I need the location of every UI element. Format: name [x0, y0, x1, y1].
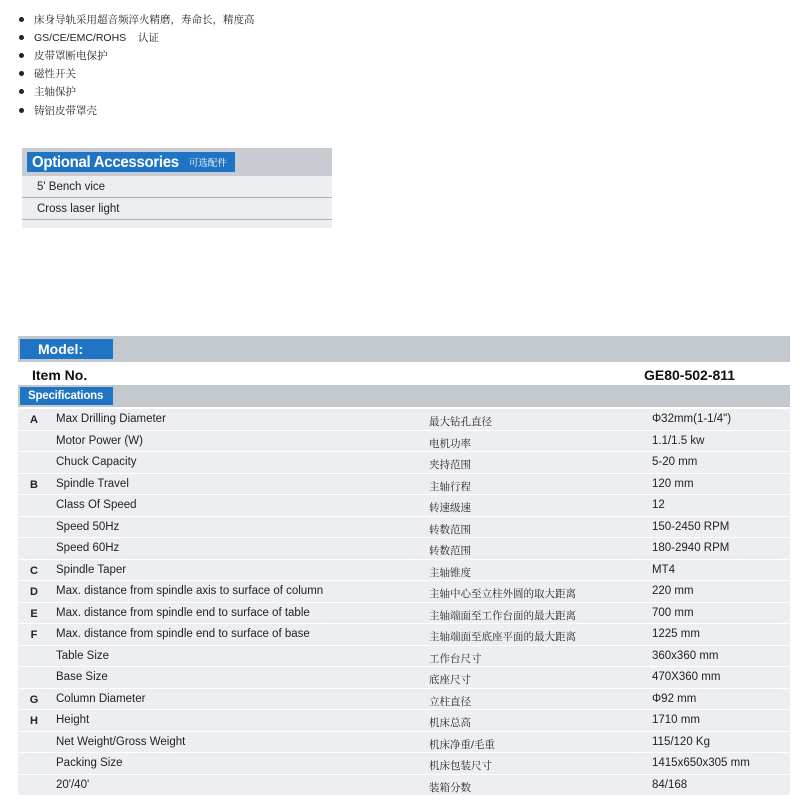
spec-name-en: Height: [56, 714, 90, 726]
feature-text: GS/CE/EMC/ROHS 认证: [34, 31, 159, 44]
table-row: [18, 667, 790, 689]
row-letter: A: [30, 414, 38, 426]
table-row: [18, 538, 790, 560]
feature-item: [18, 28, 418, 46]
spec-name-cn: 主轴行程: [429, 480, 471, 493]
spec-name-en: Motor Power (W): [56, 434, 143, 447]
spec-value: 1.1/1.5 kw: [652, 434, 705, 447]
accessory-item: Cross laser light: [22, 198, 332, 220]
row-letter: D: [30, 586, 38, 598]
table-row: [18, 775, 790, 797]
spec-value: 1710 mm: [652, 714, 700, 726]
spec-value: Φ32mm(1-1/4"): [652, 413, 732, 425]
spec-name-cn: 转速级速: [429, 502, 471, 514]
row-letter: G: [29, 693, 39, 706]
spec-name-en: Class Of Speed: [56, 499, 137, 511]
feature-item: [18, 65, 418, 83]
spec-name-cn: 电机功率: [429, 437, 471, 450]
bullet-icon: [19, 53, 24, 58]
optional-accessories-box: [22, 148, 332, 228]
spec-name-en: Max. distance from spindle axis to surface of column: [56, 585, 324, 597]
table-row: [18, 474, 790, 496]
spec-value: 1415x650x305 mm: [652, 757, 750, 769]
row-letter: H: [30, 715, 38, 727]
table-row: [18, 603, 790, 625]
spec-name-en: Table Size: [56, 649, 110, 662]
spec-name-cn: 底座尺寸: [429, 674, 471, 686]
spec-name-cn: 机床总高: [429, 717, 471, 729]
table-row: [18, 517, 790, 539]
spec-name-en: Net Weight/Gross Weight: [56, 735, 186, 748]
spec-name-en: Speed 50Hz: [56, 520, 120, 533]
table-row: [18, 732, 790, 754]
spec-name-cn: 主轴锥度: [429, 566, 471, 579]
table-row: [18, 560, 790, 582]
spec-value: 220 mm: [652, 585, 694, 597]
optional-accessories-title: Optional Accessories: [32, 153, 179, 171]
spec-value: 120 mm: [652, 477, 694, 490]
accessory-item: 5' Bench vice: [22, 176, 332, 198]
table-row: [18, 495, 790, 517]
spec-name-cn: 转数范围: [429, 523, 471, 536]
bullet-icon: [19, 71, 24, 76]
spec-value: 150-2450 RPM: [652, 520, 730, 533]
spec-value: 1225 mm: [652, 628, 700, 640]
feature-list: [18, 10, 418, 119]
table-row: [18, 646, 790, 668]
spec-name-en: Max. distance from spindle end to surface of table: [56, 606, 310, 619]
spec-name-en: Base Size: [56, 671, 108, 683]
feature-item: [18, 101, 418, 119]
spec-name-cn: 机床包装尺寸: [429, 760, 492, 772]
specifications-header: [18, 385, 790, 407]
spec-name-cn: 主轴端面至工作台面的最大距离: [429, 609, 576, 622]
spec-value: 115/120 Kg: [652, 735, 710, 748]
spec-value: 12: [652, 499, 665, 511]
model-header: [18, 336, 790, 362]
spec-name-en: Column Diameter: [56, 692, 146, 705]
spec-name-cn: 最大钻孔直径: [429, 416, 492, 428]
spec-value: 470X360 mm: [652, 671, 721, 683]
spec-name-en: Speed 60Hz: [56, 542, 120, 554]
feature-item: [18, 83, 418, 101]
spec-value: 700 mm: [652, 606, 694, 619]
item-number-value: GE80-502-811: [644, 367, 736, 383]
item-number-row: [18, 364, 790, 385]
spec-name-en: Spindle Taper: [56, 563, 127, 576]
spec-name-cn: 立柱直径: [429, 695, 471, 708]
feature-text: 皮带罩断电保护: [34, 49, 108, 62]
bullet-icon: [19, 17, 24, 22]
spec-name-cn: 机床净重/毛重: [429, 738, 495, 751]
spec-name-en: Packing Size: [56, 757, 123, 769]
feature-text: 床身导轨采用超音频淬火精磨，寿命长，精度高: [34, 13, 255, 26]
spec-value: 180-2940 RPM: [652, 542, 730, 554]
spec-name-cn: 主轴中心至立柱外圆的取大距离: [429, 588, 576, 600]
feature-text: 铸铝皮带罩壳: [34, 104, 97, 117]
spec-name-en: Chuck Capacity: [56, 456, 137, 468]
spec-value: MT4: [652, 563, 675, 576]
row-letter: F: [30, 629, 38, 641]
row-letter: C: [30, 564, 38, 577]
feature-item: [18, 10, 418, 28]
bullet-icon: [19, 89, 24, 94]
spec-value: 360x360 mm: [652, 649, 719, 662]
spec-name-cn: 夹持范围: [429, 459, 471, 471]
spec-name-cn: 装箱分数: [429, 781, 471, 794]
spec-name-en: Spindle Travel: [56, 477, 129, 490]
spec-name-en: Max Drilling Diameter: [56, 413, 166, 425]
optional-accessories-header: [22, 148, 332, 176]
spec-value: 5-20 mm: [652, 456, 698, 468]
specifications-label: Specifications: [20, 387, 113, 405]
table-row: [18, 624, 790, 646]
table-row: [18, 581, 790, 603]
item-number-label: Item No.: [32, 367, 88, 383]
bullet-icon: [19, 35, 24, 40]
table-row: [18, 452, 790, 474]
row-letter: B: [30, 478, 38, 491]
specifications-table: [18, 409, 790, 796]
feature-text: 主轴保护: [34, 86, 76, 99]
optional-accessories-tag: [27, 152, 235, 172]
spec-name-cn: 主轴端面至底座平面的最大距离: [429, 631, 576, 643]
spec-name-cn: 工作台尺寸: [429, 652, 482, 665]
spec-value: Φ92 mm: [652, 692, 697, 705]
optional-accessories-subtitle: 可选配件: [188, 158, 227, 169]
table-row: [18, 753, 790, 775]
table-row: [18, 431, 790, 453]
spec-value: 84/168: [652, 778, 688, 791]
spec-name-en: 20'/40': [56, 778, 90, 791]
table-row: [18, 689, 790, 711]
table-row: [18, 409, 790, 431]
row-letter: E: [30, 607, 38, 620]
feature-item: [18, 46, 418, 64]
table-row: [18, 710, 790, 732]
spec-name-en: Max. distance from spindle end to surface of base: [56, 628, 310, 640]
spec-name-cn: 转数范围: [429, 545, 471, 557]
feature-text: 磁性开关: [34, 68, 76, 81]
bullet-icon: [19, 108, 24, 113]
model-label: Model:: [20, 339, 113, 359]
